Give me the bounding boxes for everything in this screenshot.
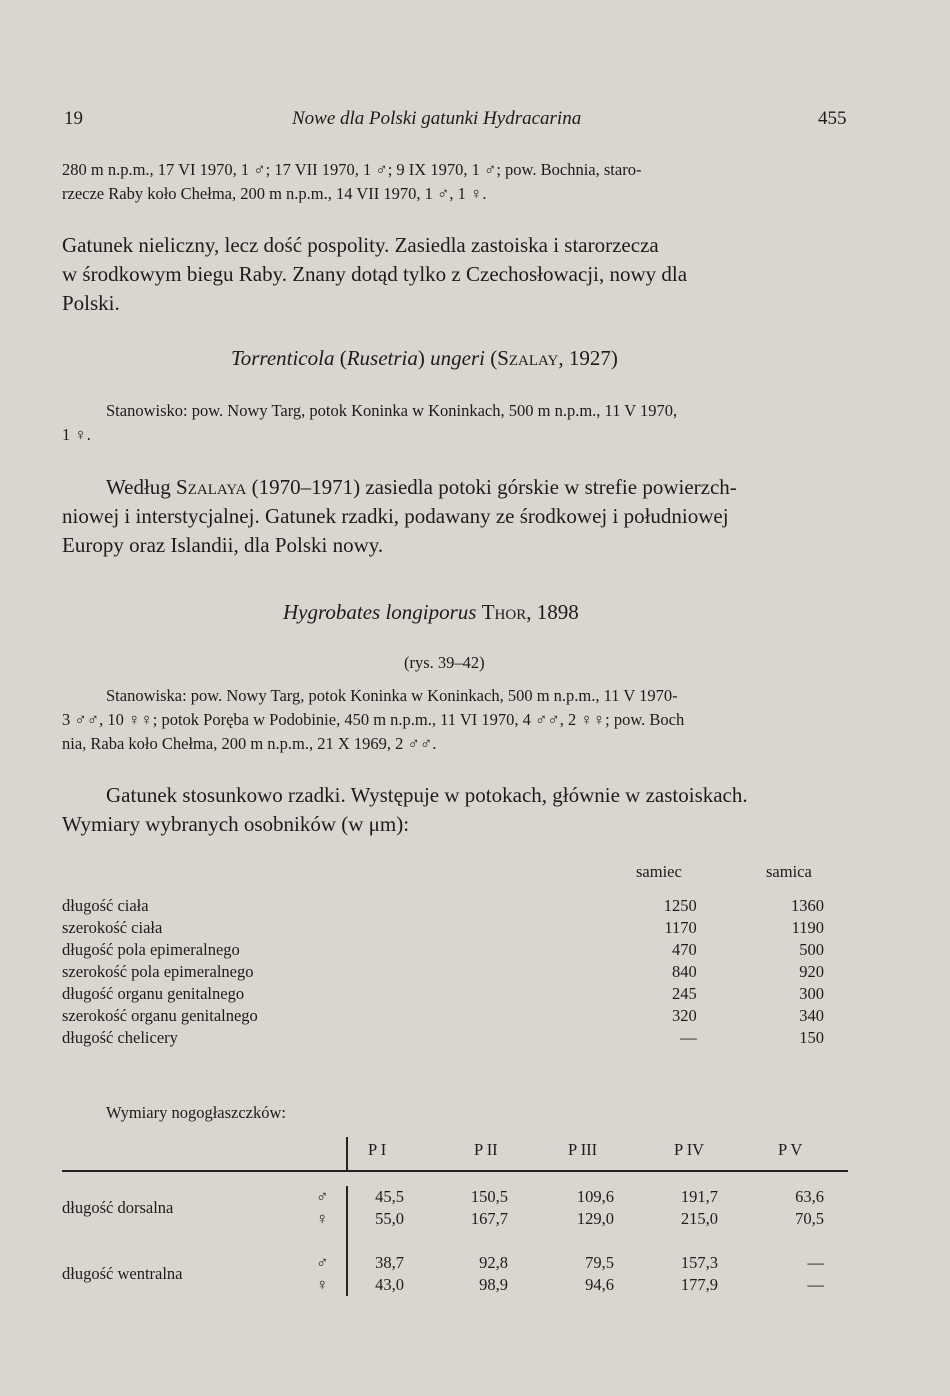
female-symbol: ♀ [316,1275,329,1294]
table-cell: 92,8 [479,1253,508,1272]
table-row: długość chelicery — 150 [62,1028,824,1047]
text-line: Gatunek nieliczny, lecz dość pospolity. Zasiedla zastoiska i starorzecza [62,233,659,257]
male-symbol: ♂ [316,1253,329,1272]
table-row: długość ciała 1250 1360 [62,896,824,915]
table-cell: — [807,1253,824,1272]
table-row: szerokość organu genitalnego 320 340 [62,1006,824,1025]
locality-paragraph-3 [62,684,854,756]
table-cell: 79,5 [585,1253,614,1272]
text-line: niowej i interstycjalnej. Gatunek rzadki, podawany ze środkowej i południowej [62,504,729,528]
column-header: P III [568,1140,598,1159]
measurements-table [62,895,824,1049]
locality-paragraph-1 [62,158,854,206]
text-line: 280 m n.p.m., 17 VI 1970, 1 ♂; 17 VII 1970, 1 ♂; 9 IX 1970, 1 ♂; pow. Bochnia, staro- [62,160,642,179]
locality-paragraph-2 [62,399,854,447]
description-paragraph-1 [62,231,854,318]
text-line: nia, Raba koło Chełma, 200 m n.p.m., 21 X 1969, 2 ♂♂. [62,734,437,753]
column-header: P IV [674,1140,705,1159]
table-rule [62,1170,848,1172]
table-row: długość pola epimeralnego 470 500 [62,940,824,959]
page-number: 455 [818,108,847,129]
table-cell: 63,6 [795,1187,824,1206]
description-paragraph-3 [62,781,854,839]
table-row: szerokość pola epimeralnego 840 920 [62,962,824,981]
text-line: Według Szalaya (1970–1971) zasiedla potoki górskie w strefie powierzch- [106,475,737,499]
text-line: Polski. [62,291,120,315]
text-line: rzecze Raby koło Chełma, 200 m n.p.m., 14 VII 1970, 1 ♂, 1 ♀. [62,184,487,203]
female-symbol: ♀ [316,1209,329,1228]
text-line: w środkowym biegu Raby. Znany dotąd tylko z Czechosłowacji, nowy dla [62,262,688,286]
table-cell: 167,7 [470,1209,508,1228]
species-heading-hygrobates: Hygrobates longiporus Thor, 1898 [283,600,579,624]
table-cell: — [807,1275,824,1294]
table-cell: 129,0 [576,1209,614,1228]
table-divider [346,1186,348,1296]
table-cell: 70,5 [795,1209,824,1228]
table-divider [346,1137,348,1171]
header-title: Nowe dla Polski gatunki Hydracarina [292,108,582,129]
table-cell: 98,9 [479,1275,508,1294]
table-cell: 150,5 [470,1187,508,1206]
table-cell: 215,0 [680,1209,718,1228]
column-header: P V [778,1140,803,1159]
column-header: P II [474,1140,498,1159]
table-caption: Wymiary nogogłaszczków: [106,1103,286,1122]
column-header-female: samica [766,862,812,881]
table-row: długość organu genitalnego 245 300 [62,984,824,1003]
text-line: Gatunek stosunkowo rzadki. Występuje w potokach, głównie w zastoiskach. [106,783,748,807]
table-cell: 157,3 [680,1253,718,1272]
table-cell: 38,7 [375,1253,404,1272]
table-cell: 45,5 [375,1187,404,1206]
table-cell: 109,6 [576,1187,614,1206]
species-heading-torrenticola: Torrenticola (Rusetria) ungeri (Szalay, 1927) [231,346,618,370]
figure-reference: (rys. 39–42) [404,653,485,672]
table-cell: 177,9 [680,1275,718,1294]
male-symbol: ♂ [316,1187,329,1206]
table-cell: 94,6 [585,1275,614,1294]
text-line: Europy oraz Islandii, dla Polski nowy. [62,533,384,557]
table-cell: 43,0 [375,1275,404,1294]
table-cell: 55,0 [375,1209,404,1228]
header-left-number: 19 [64,108,83,129]
row-label: długość dorsalna [62,1198,174,1217]
row-label: długość wentralna [62,1264,183,1283]
description-paragraph-2 [62,473,854,560]
text-line: Stanowisko: pow. Nowy Targ, potok Koninka w Koninkach, 500 m n.p.m., 11 V 1970, [106,401,678,420]
column-header: P I [368,1140,387,1159]
text-line: 1 ♀. [62,425,91,444]
table-row: szerokość ciała 1170 1190 [62,918,824,937]
text-line: 3 ♂♂, 10 ♀♀; potok Poręba w Podobinie, 450 m n.p.m., 11 VI 1970, 4 ♂♂, 2 ♀♀; pow. Boch [62,710,685,729]
column-header-male: samiec [636,862,682,881]
text-line: Stanowiska: pow. Nowy Targ, potok Koninka w Koninkach, 500 m n.p.m., 11 V 1970- [106,686,678,705]
text-line: Wymiary wybranych osobników (w μm): [62,812,410,836]
table-cell: 191,7 [680,1187,718,1206]
